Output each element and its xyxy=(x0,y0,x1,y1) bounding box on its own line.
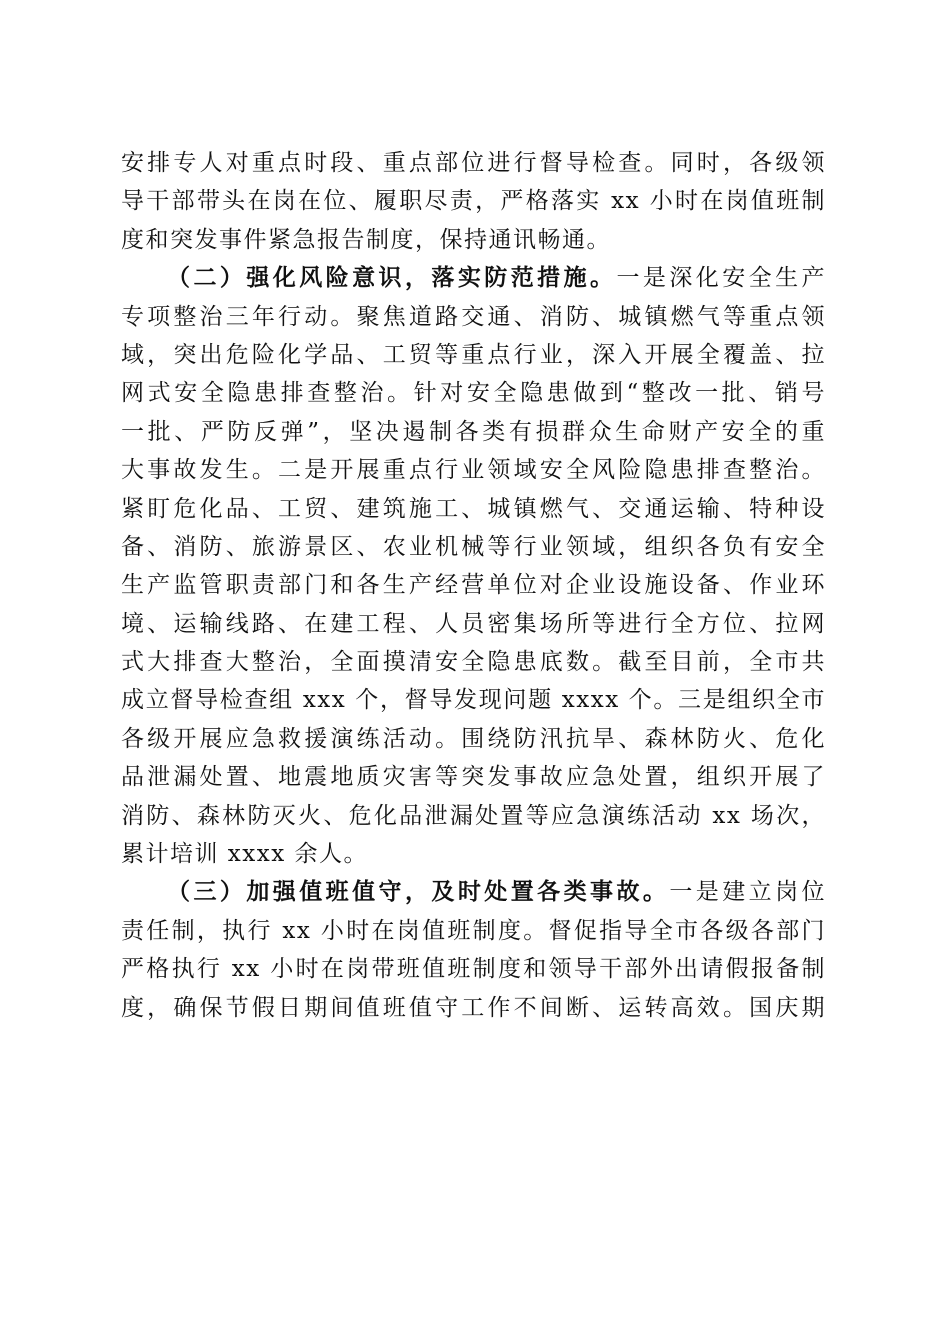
text-line: 品泄漏处置、地震地质灾害等突发事故应急处置，组织开展了 xyxy=(121,764,826,791)
text-line: 度和突发事件紧急报告制度，保持通讯畅通。 xyxy=(121,226,611,253)
section-3-first-line xyxy=(121,873,826,911)
section-2-first-line xyxy=(121,259,826,297)
text-line: 消防、森林防灭火、危化品泄漏处置等应急演练活动 xx 场次， xyxy=(121,802,826,829)
text-line: 生产监管职责部门和各生产经营单位对企业设施设备、作业环 xyxy=(121,572,826,599)
text-line: 责任制，执行 xx 小时在岗值班制度。督促指导全市各级各部门 xyxy=(121,917,826,944)
text-line: 紧盯危化品、工贸、建筑施工、城镇燃气、交通运输、特种设 xyxy=(121,495,826,522)
text-line: 专项整治三年行动。聚焦道路交通、消防、城镇燃气等重点领 xyxy=(121,303,826,330)
text-line: 导干部带头在岗在位、履职尽责，严格落实 xx 小时在岗值班制 xyxy=(121,188,826,215)
text-line: 各级开展应急救援演练活动。围绕防汛抗旱、森林防火、危化 xyxy=(121,725,826,752)
text-line: 度，确保节假日期间值班值守工作不间断、运转高效。国庆期 xyxy=(121,994,826,1021)
text-line: 安排专人对重点时段、重点部位进行督导检查。同时，各级领 xyxy=(121,150,826,176)
text-line: 大事故发生。二是开展重点行业领域安全风险隐患排查整治。 xyxy=(121,457,826,484)
text-line: 严格执行 xx 小时在岗带班值班制度和领导干部外出请假报备制 xyxy=(121,956,826,983)
section-2-lead: 一是深化安全生产 xyxy=(616,265,826,292)
section-3-heading: （三）加强值班值守，及时处置各类事故。 xyxy=(167,878,670,906)
section-3-lead: 一是建立岗位 xyxy=(669,879,826,906)
text-line: 成立督导检查组 xxx 个，督导发现问题 xxxx 个。三是组织全市 xyxy=(121,687,826,714)
body-text xyxy=(121,144,826,1027)
text-line: 一批、严防反弹”，坚决遏制各类有损群众生命财产安全的重 xyxy=(121,418,826,445)
text-line: 累计培训 xxxx 余人。 xyxy=(121,841,369,868)
section-2-heading: （二）强化风险意识，落实防范措施。 xyxy=(167,264,617,292)
text-line: 网式安全隐患排查整治。针对安全隐患做到“整改一批、销号 xyxy=(121,380,826,407)
text-line: 境、运输线路、在建工程、人员密集场所等进行全方位、拉网 xyxy=(121,610,826,637)
text-line: 备、消防、旅游景区、农业机械等行业领域，组织各负有安全 xyxy=(121,533,826,560)
text-line: 域，突出危险化学品、工贸等重点行业，深入开展全覆盖、拉 xyxy=(121,341,826,368)
text-line: 式大排查大整治，全面摸清安全隐患底数。截至目前，全市共 xyxy=(121,649,826,676)
